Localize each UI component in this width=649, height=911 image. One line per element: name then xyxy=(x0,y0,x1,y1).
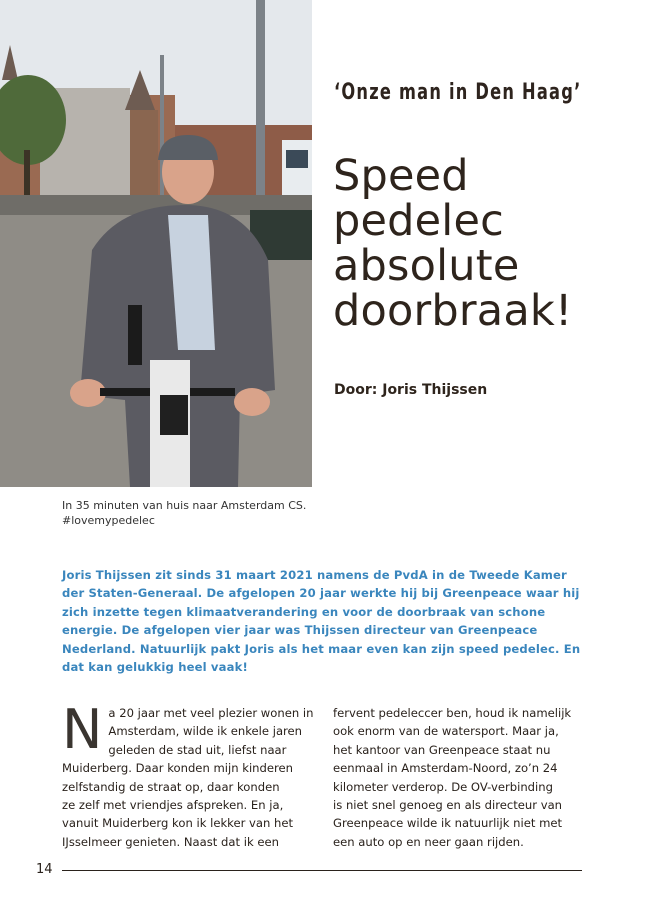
body-line: a 20 jaar met veel plezier wonen in xyxy=(108,706,314,720)
footer-divider xyxy=(62,870,582,871)
body-line: Amsterdam, wilde ik enkele jaren xyxy=(108,724,303,739)
article-intro: Joris Thijssen zit sinds 31 maart 2021 namens de PvdA in de Tweede Kamer der Staten-Generaal. De afgelopen 20 jaar werkte hij bij Greenpeace waar hij zich inzette tegen klimaatverandering en voor de doorbraak van schone energie. De afgelopen vier jaar was Thijssen directeur van Greenpeace Nederland. Natuurlijk pakt Joris als het maar even kan zijn speed pedelec. En dat kan gelukkig heel vaak! xyxy=(62,568,581,675)
body-column-right xyxy=(333,704,595,851)
body-line: ze zelf met vriendjes afspreken. En ja, xyxy=(62,798,284,813)
article-photo xyxy=(0,0,312,487)
headline-line: absolute xyxy=(333,241,520,291)
body-line: is niet snel genoeg en als directeur van xyxy=(333,798,563,813)
body-line: IJsselmeer genieten. Naast dat ik een xyxy=(62,834,279,849)
caption-hashtag: #lovemypedelec xyxy=(62,514,155,527)
photo-man-with-pedelec xyxy=(0,0,312,487)
headline-line: Speed xyxy=(333,151,469,201)
body-line: zelfstandig de straat op, daar konden xyxy=(62,779,280,794)
body-line: ook enorm van de watersport. Maar ja, xyxy=(333,724,559,739)
headline-line: pedelec xyxy=(333,196,504,246)
body-line: Greenpeace wilde ik natuurlijk niet met xyxy=(333,816,563,831)
dropcap: N xyxy=(62,698,103,761)
article-headline xyxy=(333,151,643,336)
body-line: Muiderberg. Daar konden mijn kinderen xyxy=(62,761,294,776)
body-column-left xyxy=(62,698,324,851)
body-line: een auto op en neer gaan rijden. xyxy=(333,834,524,849)
body-line: fervent pedeleccer ben, houd ik namelijk xyxy=(333,706,572,720)
page-number: 14 xyxy=(36,862,53,877)
body-line: geleden de stad uit, liefst naar xyxy=(108,742,287,757)
article-kicker: ‘Onze man in Den Haag’ xyxy=(334,80,582,105)
headline-line: doorbraak! xyxy=(333,286,573,336)
caption-line: In 35 minuten van huis naar Amsterdam CS. xyxy=(62,499,307,512)
body-line: eenmaal in Amsterdam-Noord, zo’n 24 xyxy=(333,761,558,776)
photo-caption xyxy=(62,498,322,528)
body-line: het kantoor van Greenpeace staat nu xyxy=(333,742,551,757)
body-line: kilometer verderop. De OV-verbinding xyxy=(333,779,553,794)
body-line: vanuit Muiderberg kon ik lekker van het xyxy=(62,816,294,831)
article-byline: Door: Joris Thijssen xyxy=(334,382,488,398)
